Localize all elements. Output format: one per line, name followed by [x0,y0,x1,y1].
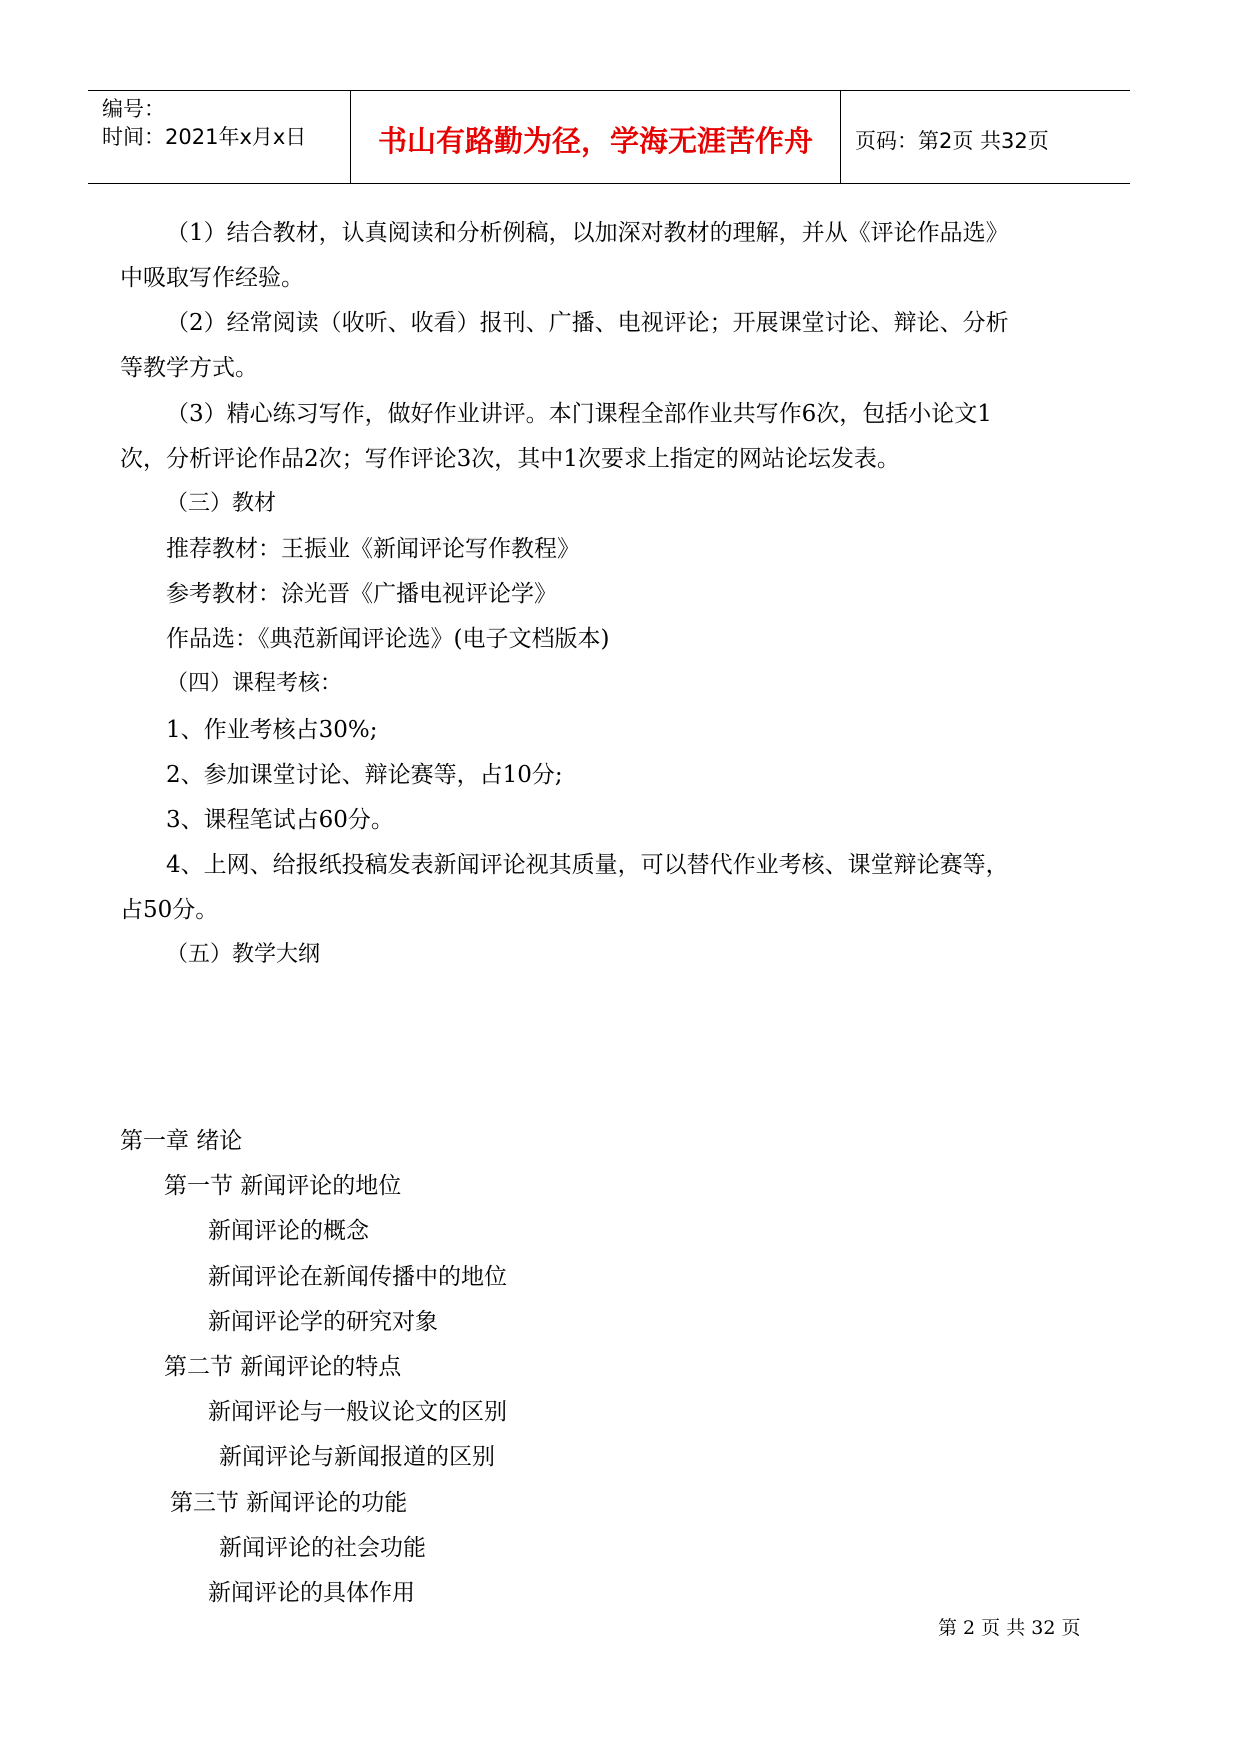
outline-section-3: 第三节 新闻评论的功能 [170,1490,408,1516]
outline-section-3-item-2: 新闻评论的具体作用 [208,1580,415,1606]
section-4-heading: （四）课程考核： [166,671,343,696]
header-info-cell [88,91,350,183]
paragraph-3-line-2: 次，分析评论作品2次；写作评论3次，其中1次要求上指定的网站论坛发表。 [120,446,900,472]
document-number-label: 编号： [102,97,165,121]
paragraph-1-line-2: 中吸取写作经验。 [120,265,304,291]
paragraph-2-line-2: 等教学方式。 [120,355,258,381]
textbook-reference: 参考教材：涂光晋《广播电视评论学》 [166,581,557,607]
page-header [88,90,1130,184]
assessment-item-4-line-1: 4、上网、给报纸投稿发表新闻评论视其质量，可以替代作业考核、课堂辩论赛等， [166,852,1009,878]
assessment-item-1: 1、作业考核占30%; [166,717,378,743]
document-time-label: 时间：2021年x月x日 [102,125,307,149]
outline-section-2-item-1: 新闻评论与一般议论文的区别 [208,1399,507,1425]
textbook-works: 作品选：《典范新闻评论选》(电子文档版本) [166,626,610,652]
paragraph-1-line-1: （1）结合教材，认真阅读和分析例稿，以加深对教材的理解，并从《评论作品选》 [166,220,1009,246]
paragraph-2-line-1: （2）经常阅读（收听、收看）报刊、广播、电视评论；开展课堂讨论、辩论、分析 [166,310,1009,336]
header-motto-cell [350,91,841,183]
header-page-number: 页码：第2页 共32页 [855,129,1049,153]
outline-section-1-item-2: 新闻评论在新闻传播中的地位 [208,1264,507,1290]
outline-chapter-1: 第一章 绪论 [120,1128,243,1154]
assessment-item-3: 3、课程笔试占60分。 [166,807,394,833]
outline-section-1-item-3: 新闻评论学的研究对象 [208,1309,438,1335]
footer-page-number: 第 2 页 共 32 页 [938,1617,1081,1639]
header-page-cell [841,91,1130,183]
assessment-item-4-line-2: 占50分。 [120,897,219,923]
header-motto: 书山有路勤为径，学海无涯苦作舟 [377,124,813,158]
section-3-heading: （三）教材 [166,491,277,516]
paragraph-3-line-1: （3）精心练习写作，做好作业讲评。本门课程全部作业共写作6次，包括小论文1 [166,401,992,427]
outline-section-3-item-1: 新闻评论的社会功能 [219,1535,426,1561]
assessment-item-2: 2、参加课堂讨论、辩论赛等，占10分; [166,762,563,788]
outline-section-2: 第二节 新闻评论的特点 [164,1354,402,1380]
textbook-recommended: 推荐教材：王振业《新闻评论写作教程》 [166,536,580,562]
section-5-heading: （五）教学大纲 [166,942,321,967]
outline-section-2-item-2: 新闻评论与新闻报道的区别 [219,1444,495,1470]
outline-section-1: 第一节 新闻评论的地位 [164,1173,402,1199]
outline-section-1-item-1: 新闻评论的概念 [208,1218,369,1244]
